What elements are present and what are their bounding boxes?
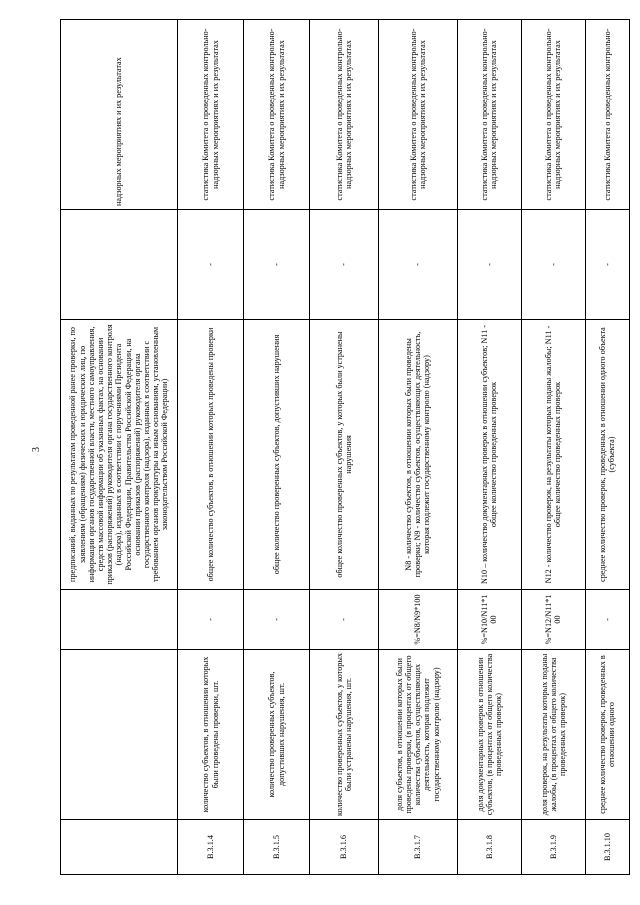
row-name: количество проверенных субъектов, у которых были устранены нарушения, шт. [310,650,378,820]
row-name: среднее количество проверок, проведенных в отношении одного [585,650,629,820]
row-name: количество проверенных субъектов, допустивших нарушения, шт. [244,650,310,820]
row-definition: общее количество субъектов, в отношении которых проведены проверки [177,320,243,590]
row-value: - [310,210,378,320]
row-source: статистика Комитета о проведенных контрольно-надзорных мероприятиях и их результатах [177,20,243,210]
row-formula: - [310,590,378,650]
row-code: B.3.1.5 [244,820,310,875]
rotated-table-wrapper [60,20,630,875]
row-name: доля проверок, на результаты которых поданы жалобы, (в процентах от общего количества проведенных проверок) [521,650,585,820]
table-row [310,20,378,875]
row-definition: среднее количество проверок, проведенных в отношении одного объекта (субъекта) [585,320,629,590]
table-row [521,20,585,875]
row-value: - [457,210,521,320]
row-code: B.3.1.4 [177,820,243,875]
row-definition: N8 - количество субъектов, в отношении которых были проведены проверки; N9 - количество субъектов, осуществляющих деятельность, которая подлежит государственному контролю (надзору) [378,320,457,590]
row-source: статистика Комитета о проведенных контрольно-надзорных мероприятиях и их результатах [378,20,457,210]
row-definition: общее количество проверенных субъектов, допустивших нарушения [244,320,310,590]
row-formula: - [177,590,243,650]
page-number: 3 [31,447,42,452]
row-name: доля документарных проверок в отношении субъектов, (в процентах от общего количества проведенных проверок) [457,650,521,820]
row-formula: %=N12/N11*100 [521,590,585,650]
row-source: статистика Комитета о проведенных контрольно-надзорных мероприятиях и их результатах [310,20,378,210]
table-row [61,20,178,875]
row-definition: общее количество проверенных субъектов, у которых были устранены нарушения [310,320,378,590]
row-source: статистика Комитета о проведенных контрольно- [585,20,629,210]
indicators-table [60,19,630,875]
row-name: количество субъектов, в отношении которых были проведены проверки, шт. [177,650,243,820]
row-source: статистика Комитета о проведенных контрольно-надзорных мероприятиях и их результатах [457,20,521,210]
row-value: - [378,210,457,320]
row-code: B.3.1.9 [521,820,585,875]
row-value: - [244,210,310,320]
table-row [457,20,521,875]
header-source-cell: надзорных мероприятиях и их результатах [61,20,178,210]
row-formula: - [585,590,629,650]
row-code: B.3.1.8 [457,820,521,875]
table-row [378,20,457,875]
table-row [177,20,243,875]
row-code: B.3.1.7 [378,820,457,875]
row-value: - [585,210,629,320]
row-source: статистика Комитета о проведенных контрольно-надзорных мероприятиях и их результатах [521,20,585,210]
table-row [585,20,629,875]
row-formula: %=N8/N9*100 [378,590,457,650]
row-code: B.3.1.6 [310,820,378,875]
row-definition: N10 – количество документарных проверок в отношении субъектов; N11 - общее количество проведенных проверок [457,320,521,590]
source-description-cell: предписаний, выданных по результатам проведенной ранее проверки, по заявлениям (обращениям) физических и юридических лиц, по информации органов государственной власти, местного самоуправления, средств массовой информации об указанных фактах, на основании приказов (распоряжений) руководителя органа государственного контроля (надзора), изданных в соответствии с поручениями Президента Российской Федерации, Правительства Российской Федерации, на основании приказов (распоряжений) руководителя органа государственного контроля (надзора), изданных в соответствии с требованием органов прокуратуры на иным основаниям, установленным законодательством Российской Федерации) [61,320,178,590]
row-formula: - [244,590,310,650]
row-name: доля субъектов, в отношении которых были проведены проверки, (в процентах от общего количества субъектов, осуществляющих деятельность, которая подлежит государственному контролю (надзору) [378,650,457,820]
row-code: B.3.1.10 [585,820,629,875]
row-value: - [521,210,585,320]
row-source: статистика Комитета о проведенных контрольно-надзорных мероприятиях и их результатах [244,20,310,210]
table-row [244,20,310,875]
row-formula: %=N10/N11*100 [457,590,521,650]
row-value: - [177,210,243,320]
row-definition: N12 - количество проверок, на результаты которых поданы жалобы; N11 - общее количество проведенных проверок [521,320,585,590]
